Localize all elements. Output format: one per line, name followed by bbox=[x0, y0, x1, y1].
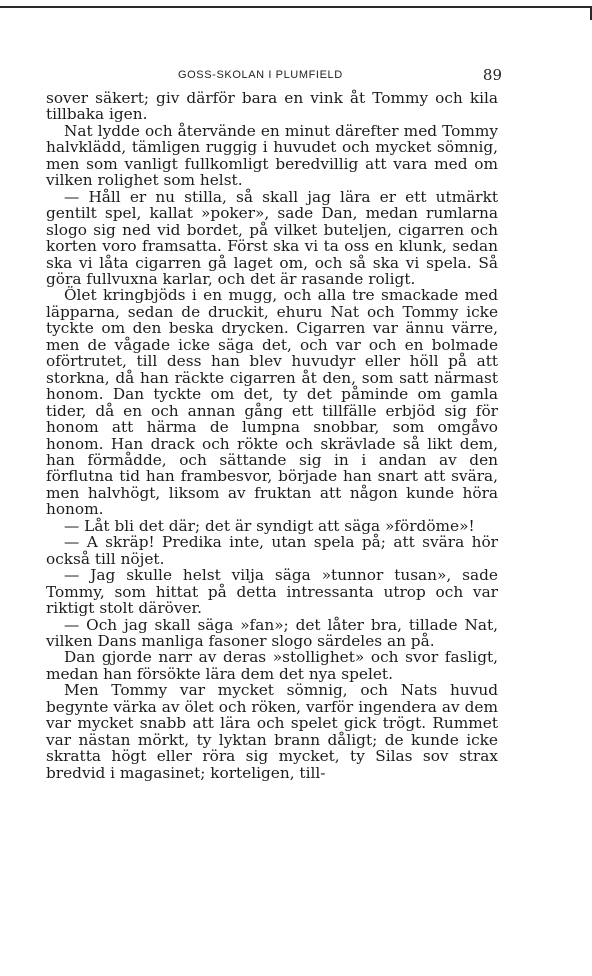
top-edge-rule bbox=[0, 6, 592, 8]
page-header bbox=[48, 66, 508, 86]
running-title: GOSS-SKOLAN I PLUMFIELD bbox=[178, 69, 343, 81]
paragraph-4: Ölet kringbjöds i en mugg, och alla tre smackade med läpparna, sedan de druckit, ehuru Nat och Tommy icke tyckte om den beska drycken. Cigarren var ännu värre, men de vågade icke säga det, och var och en bolmade oförtrutet, till dess han blev huvudyr eller höll på att storkna, då han räckte cigarren åt den, som satt närmast honom. Dan tyckte om det, ty det påminde om gamla tider, då en och annan gång ett tillfälle erbjöd sig för honom att härma de lumpna snobbar, som omgåvo honom. Han drack och rökte och skrävlade så likt dem, han förmådde, och sättande sig in i andan av den förflutna tid han frambesvor, började han snart att svära, men halvhögt, liksom av fruktan att någon kunde höra honom. bbox=[46, 286, 498, 519]
page-number: 89 bbox=[482, 66, 502, 84]
paragraph-1: sover säkert; giv därför bara en vink åt Tommy och kila tillbaka igen. bbox=[46, 89, 498, 124]
paragraph-6: — A skräp! Predika inte, utan spela på; att svära hör också till nöjet. bbox=[46, 533, 498, 568]
paragraph-10: Men Tommy var mycket sömnig, och Nats huvud begynte värka av ölet och röken, varför ingendera av dem var mycket snabb att lära och spelet gick trögt. Rummet var nästan mörkt, ty lyktan brann dåligt; de kunde icke skratta högt eller röra sig mycket, ty Silas sov strax bredvid i magasinet; korteligen, till- bbox=[46, 681, 498, 782]
paragraph-9: Dan gjorde narr av deras »stollighet» och svor fasligt, medan han försökte lära dem det nya spelet. bbox=[46, 648, 498, 683]
paragraph-3: — Håll er nu stilla, så skall jag lära er ett utmärkt gentilt spel, kallat »poker», sade Dan, medan rumlarna slogo sig ned vid bordet, på vilket buteljen, cigarren och korten voro framsatta. Först ska vi ta oss en klunk, sedan ska vi låta cigarren gå laget om, och så ska vi spela. Så göra fullvuxna karlar, och det är rasande roligt. bbox=[46, 187, 498, 288]
paragraph-5: — Låt bli det där; det är syndigt att säga »fördöme»! bbox=[64, 516, 475, 535]
body-text bbox=[46, 90, 498, 781]
paragraph-8: — Och jag skall säga »fan»; det låter bra, tillade Nat, vilken Dans manliga fasoner slogo särdeles an på. bbox=[46, 615, 498, 650]
paragraph-2: Nat lydde och återvände en minut därefter med Tommy halvklädd, tämligen ruggig i huvudet och mycket sömnig, men som vanligt fullkomligt beredvillig att vara med om vilken rolighet som helst. bbox=[46, 121, 498, 190]
paragraph-7: — Jag skulle helst vilja säga »tunnor tusan», sade Tommy, som hittat på detta intressanta utrop och var riktigt stolt däröver. bbox=[46, 566, 498, 618]
